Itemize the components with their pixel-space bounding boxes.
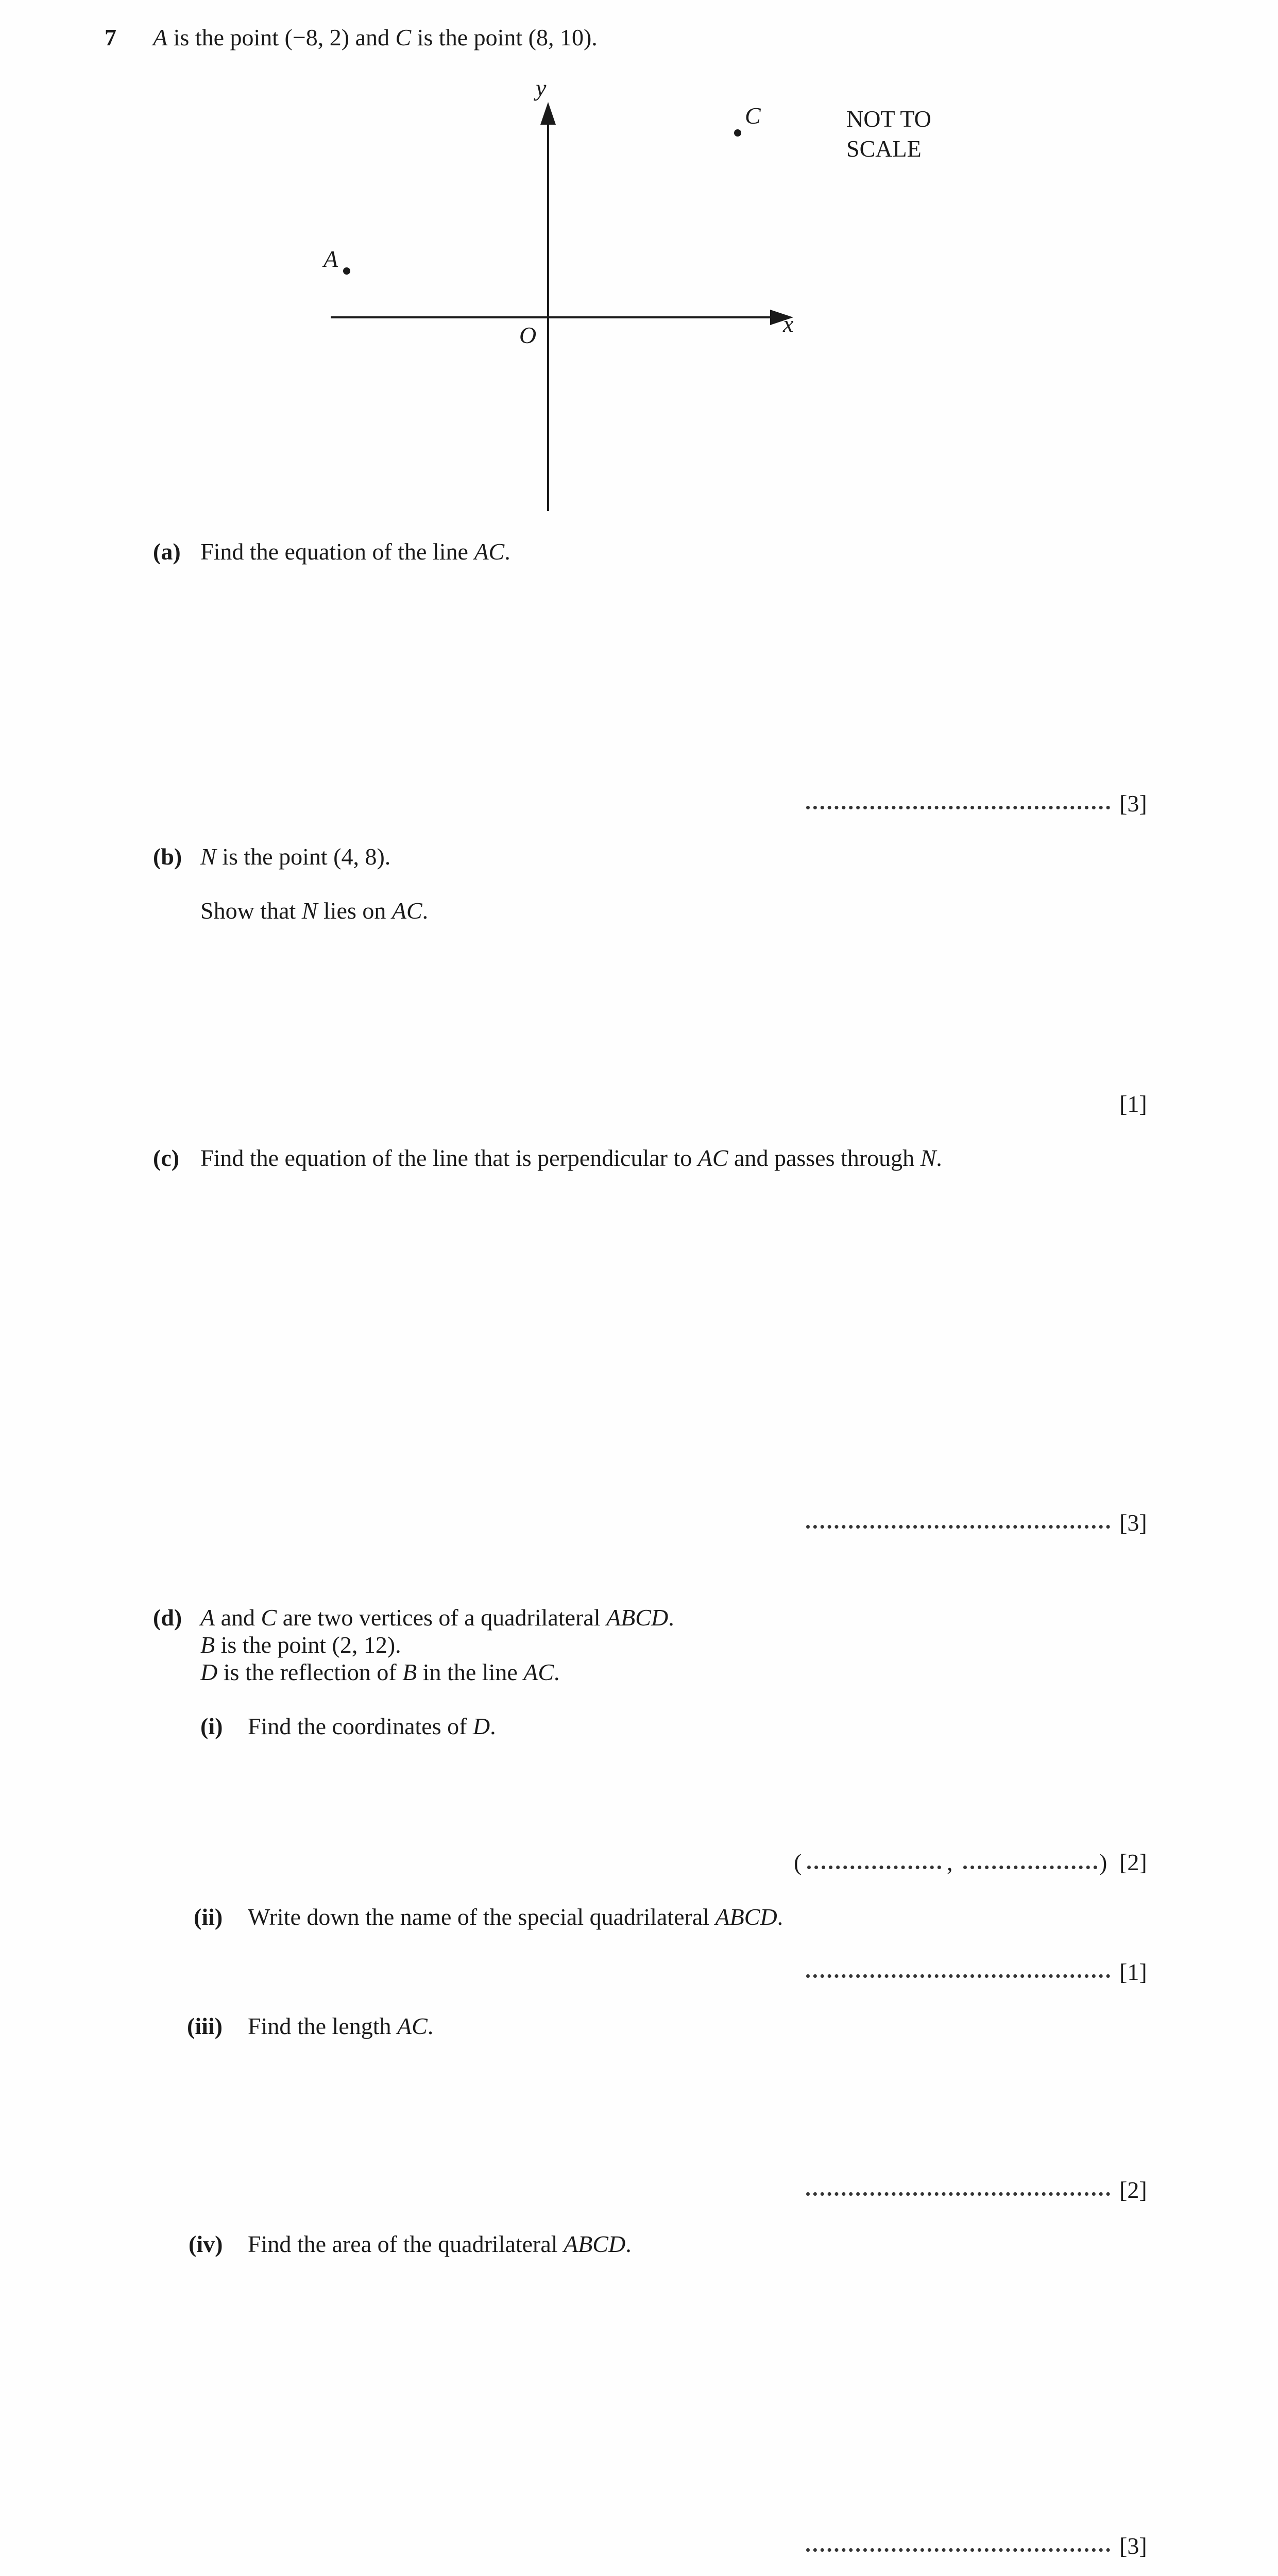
- marks-d-iv: [3]: [1119, 2533, 1147, 2559]
- coordinate-comma: ,: [947, 1849, 953, 1875]
- marks-c: [3]: [1119, 1510, 1147, 1536]
- coordinate-open-paren: (: [794, 1849, 802, 1875]
- point-name: N: [301, 897, 318, 924]
- part-d-iv-question: [248, 2232, 632, 2256]
- part-a-label: (a): [153, 538, 181, 565]
- marks-d-i: [2]: [1119, 1849, 1147, 1875]
- question-text: .: [625, 2231, 632, 2257]
- point-name: N: [200, 843, 216, 870]
- question-text: Find the length: [248, 2013, 398, 2039]
- question-text: Write down the name of the special quadrilateral: [248, 1904, 715, 1930]
- question-text: .: [668, 1604, 674, 1631]
- note-line: NOT TO: [846, 106, 931, 132]
- x-coordinate-answer[interactable]: [807, 1866, 941, 1869]
- marks-b: [1]: [1119, 1091, 1147, 1117]
- question-text: .: [504, 538, 510, 565]
- point-c-label: C: [395, 24, 412, 50]
- question-text: .: [936, 1145, 942, 1171]
- part-d-ii-question: [248, 1905, 783, 1929]
- question-text: is the point (2, 12).: [215, 1632, 401, 1658]
- intro-text: is the point (−8, 2) and: [167, 24, 396, 50]
- part-d-iv-label: (iv): [189, 2231, 223, 2257]
- axis-label-y: y: [536, 75, 547, 101]
- y-coordinate-answer[interactable]: [963, 1866, 1097, 1869]
- point-name: D: [472, 1713, 490, 1739]
- question-text: Show that: [200, 897, 302, 924]
- coordinate-close-paren: ): [1099, 1849, 1107, 1875]
- question-number: 7: [105, 24, 116, 50]
- question-text: lies on: [317, 897, 392, 924]
- answer-line[interactable]: [806, 2548, 1110, 2552]
- point-name: B: [200, 1632, 215, 1658]
- part-d-iii-question: [248, 2014, 433, 2038]
- axis-label-x: x: [783, 311, 794, 337]
- y-axis-arrow: [540, 102, 556, 125]
- question-text: Find the area of the quadrilateral: [248, 2231, 564, 2257]
- question-text: .: [490, 1713, 496, 1739]
- question-text: .: [422, 897, 429, 924]
- origin-label: O: [519, 322, 537, 348]
- question-text: .: [777, 1904, 783, 1930]
- question-text: Find the equation of the line that is perpendicular to: [200, 1145, 698, 1171]
- part-d-line2: [200, 1633, 401, 1657]
- line-name: AC: [391, 897, 422, 924]
- question-text: and: [215, 1604, 261, 1631]
- line-name: AC: [523, 1659, 554, 1685]
- part-b-statement: [200, 845, 390, 869]
- line-name: AC: [474, 538, 505, 565]
- part-a-question: [200, 540, 510, 564]
- answer-line[interactable]: [806, 806, 1110, 809]
- point-a-label: A: [323, 246, 338, 272]
- part-d-line1: [200, 1606, 674, 1630]
- point-name: D: [200, 1659, 218, 1685]
- shape-name: ABCD: [564, 2231, 626, 2257]
- answer-line[interactable]: [806, 1974, 1110, 1978]
- part-b-question: [200, 899, 428, 923]
- point-a: [343, 267, 350, 275]
- point-name: N: [920, 1145, 936, 1171]
- part-d-iii-label: (iii): [187, 2013, 223, 2039]
- point-c-label: C: [745, 103, 761, 129]
- question-intro: [153, 26, 598, 49]
- marks-d-ii: [1]: [1119, 1959, 1147, 1985]
- shape-name: ABCD: [606, 1604, 669, 1631]
- point-a-label: A: [153, 24, 168, 50]
- question-text: .: [554, 1659, 560, 1685]
- part-d-label: (d): [153, 1604, 182, 1631]
- part-c-label: (c): [153, 1145, 180, 1171]
- question-text: is the reflection of: [217, 1659, 403, 1685]
- marks-d-iii: [2]: [1119, 2177, 1147, 2203]
- question-text: .: [427, 2013, 434, 2039]
- part-d-line3: [200, 1660, 560, 1684]
- question-text: are two vertices of a quadrilateral: [277, 1604, 607, 1631]
- not-to-scale-note: [846, 104, 931, 164]
- part-d-i-label: (i): [200, 1713, 223, 1739]
- note-line: SCALE: [846, 135, 922, 162]
- part-b-label: (b): [153, 843, 182, 870]
- marks-a: [3]: [1119, 790, 1147, 817]
- question-text: Find the equation of the line: [200, 538, 474, 565]
- line-name: AC: [397, 2013, 428, 2039]
- answer-line[interactable]: [806, 1525, 1110, 1529]
- question-text: is the point (4, 8).: [216, 843, 391, 870]
- coordinate-diagram: [309, 72, 824, 526]
- answer-line[interactable]: [806, 2192, 1110, 2196]
- question-text: and passes through: [728, 1145, 921, 1171]
- point-name: A: [200, 1604, 215, 1631]
- shape-name: ABCD: [715, 1904, 777, 1930]
- question-text: in the line: [417, 1659, 524, 1685]
- point-name: C: [261, 1604, 277, 1631]
- part-d-ii-label: (ii): [194, 1904, 223, 1930]
- point-name: B: [402, 1659, 417, 1685]
- part-c-question: [200, 1146, 942, 1170]
- question-text: Find the coordinates of: [248, 1713, 473, 1739]
- intro-text: is the point (8, 10).: [411, 24, 598, 50]
- point-c: [734, 129, 741, 137]
- part-d-i-question: [248, 1715, 496, 1738]
- line-name: AC: [697, 1145, 728, 1171]
